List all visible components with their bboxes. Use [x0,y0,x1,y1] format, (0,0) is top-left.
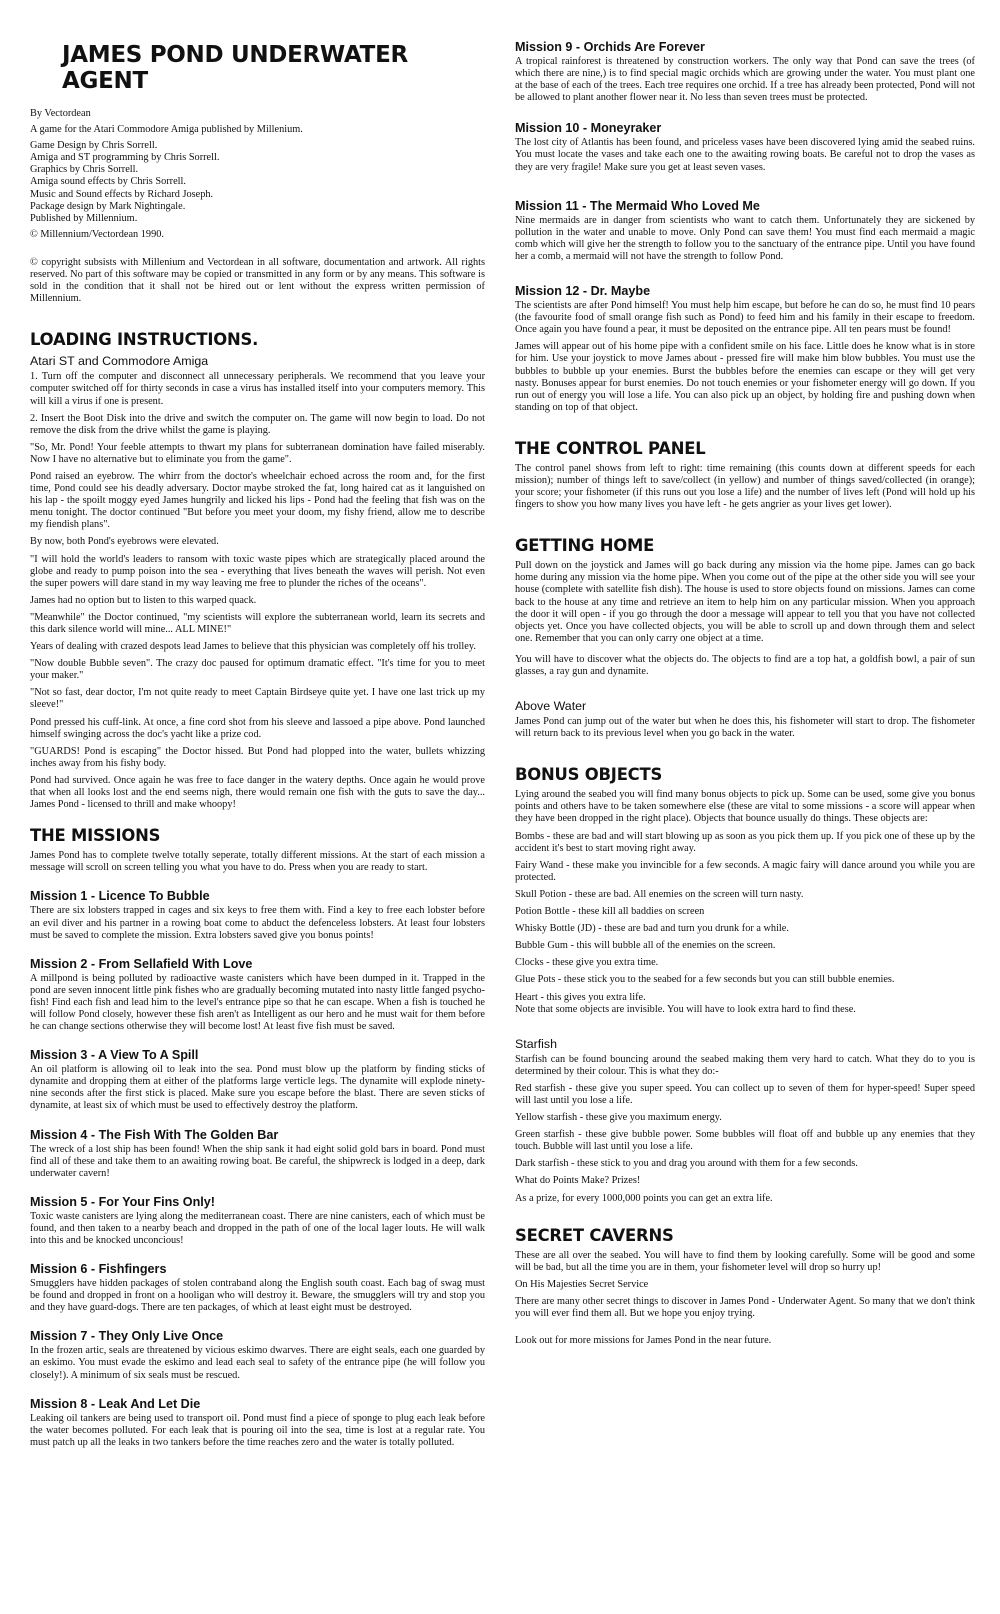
bonus-item: Whisky Bottle (JD) - these are bad and turn you drunk for a while. [515,923,789,935]
story-paragraph: "So, Mr. Pond! Your feeble attempts to thwart my plans for subterranean domination have failed miserably. Now I have no alternative but to eliminate you from the game". [30,441,485,465]
credit-line: Published by Millennium. [30,212,138,224]
mission-title: Mission 5 - For Your Fins Only! [30,1194,215,1209]
story-paragraph: "Now double Bubble seven". The crazy doc paused for optimum dramatic effect. "It's time for you to meet your maker." [30,658,485,682]
mission-title: Mission 7 - They Only Live Once [30,1329,224,1344]
mission-title: Mission 10 - Moneyraker [515,121,662,136]
secret-caverns-paragraph: There are many other secret things to discover in James Pond - Underwater Agent. So many that we don't think you will ever find them all. But we hope you enjoy trying. [515,1295,975,1319]
starfish-item: What do Points Make? Prizes! [515,1175,641,1187]
story-paragraph: James had no option but to listen to this warped quack. [30,594,257,606]
story-paragraph: Years of dealing with crazed despots lead James to believe that this physician was completely off his trolley. [30,641,476,653]
starfish-item: Yellow starfish - these give you maximum energy. [515,1112,722,1124]
mission-text: Leaking oil tankers are being used to transport oil. Pond must find a piece of sponge to plug each leak before the water becomes polluted. For each leak that is pouring oil into the sea, time is lost at a regular rate. You must patch up all the leaks in two tankers before the time reaches zero and the water is totally polluted. [30,1412,485,1448]
mission-title: Mission 6 - Fishfingers [30,1262,167,1277]
above-water-heading: Above Water [515,699,587,714]
bonus-item: Potion Bottle - these kill all baddies on screen [515,906,705,918]
secret-caverns-paragraph: On His Majesties Secret Service [515,1278,649,1290]
left-column [30,38,485,1448]
story-paragraph: "GUARDS! Pond is escaping" the Doctor hissed. But Pond had plopped into the water, bullets whizzing inches away from his fishy body. [30,745,485,769]
mission-text: Smugglers have hidden packages of stolen contraband along the English south coast. Each bag of swag must be found and dropped in front on a hooligan who will destroy it. Beware, the smugglers will try and stop you and they have guard-dogs. There are ten packages, of which at least eight must be destroyed. [30,1278,485,1314]
control-panel-text: The control panel shows from left to right: time remaining (this counts down at different speeds for each mission); number of things left to save/collect (in yellow) and number of things saved/collected (in orange); your score; your fishometer (if this runs out you lose a life) and the number of lives left (Pond will hold up his fingers to show you how many lives you have left - he gets angrier as your lives get lower). [515,462,975,511]
mission-text: Nine mermaids are in danger from scientists who want to catch them. Unfortunately they are sickened by pollution in the water and unable to move. Only Pond can save them! You must find each mermaid a magic comb which will give her the strength to follow you to the sanctuary of the entrance pipe. Until you have found her a comb, a mermaid will not have the strength to follow Pond. [515,214,975,262]
mission-title: Mission 3 - A View To A Spill [30,1048,199,1063]
mission-title: Mission 9 - Orchids Are Forever [515,40,705,54]
bonus-item: Glue Pots - these stick you to the seabed for a few seconds but you can still bubble enemies. [515,974,895,986]
mission-title: Mission 4 - The Fish With The Golden Bar [30,1127,279,1142]
mission-text: A millpond is being polluted by radioactive waste canisters which have been dumped in it. Trapped in the pond are seven innocent little pink fishes who are gradually becoming mutated into nasty little fanged psycho-fish! Find each fish and lead him to the level's entrance pipe so that he can escape. When a fish is touched he will follow Pond closely, however these fish aren't as Intelligent as our hero and he must wait for them before he can change sections otherwise they will become lost! At least five fish must be saved. [30,972,485,1033]
mission-title: Mission 1 - Licence To Bubble [30,889,210,904]
getting-home-paragraph: You will have to discover what the objects do. The objects to find are a top hat, a goldfish bowl, a pair of sun glasses, a ray gun and dynamite. [515,653,975,677]
bonus-item: Clocks - these give you extra time. [515,957,659,969]
starfish-intro: Starfish can be found bouncing around the seabed making them very hard to catch. What they do to you is determined by their colour. This is what they do:- [515,1053,975,1077]
mission-text: The wreck of a lost ship has been found! When the ship sank it had eight solid gold bars in board. Pond must find all of these and take them to an awaiting rowing boat. Be careful, the shipwreck is lodged in a deep, dark underwater cavern! [30,1143,485,1179]
credit-line: Package design by Mark Nightingale. [30,200,186,212]
credit-line: By Vectordean [30,108,91,119]
bonus-item: Skull Potion - these are bad. All enemies on the screen will turn nasty. [515,888,804,900]
getting-home-paragraph: Pull down on the joystick and James will go back during any mission via the home pipe. James can go back home during any mission via the home pipe. When you come out of the pipe at the other side you will see your house (complete with satellite fish dish). The house is used to store objects found on missions. James can come back to the house at any time and retrieve an item to help him on any particular mission. When you approach the door it will open - if you go through the door a message will appear to tell you that you have not collected objects yet. Once you have collected objects, you will be able to scroll up and down through them and select one. Remember that you can only carry one object at a time. [515,560,975,644]
bonus-intro: Lying around the seabed you will find many bonus objects to pick up. Some can be used, some give you bonus points and others have to be taken somewhere else (these are vital to some missions - a score will appear when they have been dropped in the right place). Objects that bounce usually do things. These objects are: [515,789,975,825]
getting-home-heading: GETTING HOME [515,536,655,556]
bonus-note: Note that some objects are invisible. You will have to look extra hard to find these. [515,1003,856,1015]
story-paragraph: Pond pressed his cuff-link. At once, a fine cord shot from his sleeve and lassoed a pipe above. Pond launched himself swinging across the doc's yacht like a prize cod. [30,716,485,740]
mission-text: Toxic waste canisters are lying along the mediterranean coast. There are nine canisters, each of which must be found, and then taken to a nearby beach and dropped in the path of one of the local lager louts. He will walk into this and be knocked unconcious! [30,1210,485,1246]
loading-heading: LOADING INSTRUCTIONS. [30,330,259,350]
secret-caverns-paragraph: These are all over the seabed. You will have to find them by looking carefully. Some will be good and some will be bad, but all the time you are in them, your fishometer level will drop so hurry up! [515,1249,975,1273]
credit-line: Game Design by Chris Sorrell. [30,140,158,152]
above-water-text: James Pond can jump out of the water but when he does this, his fishometer will start to drop. The fishometer will return back to its previous level when you go back in the water. [515,716,975,740]
credit-line: Amiga and ST programming by Chris Sorrell. [30,152,220,164]
starfish-heading: Starfish [515,1036,558,1051]
loading-paragraph: 2. Insert the Boot Disk into the drive and switch the computer on. The game will now begin to load. Do not remove the disk from the drive whilst the game is playing. [30,412,485,436]
mission-title: Mission 2 - From Sellafield With Love [30,956,253,971]
mission-text: A tropical rainforest is threatened by construction workers. The only way that Pond can save the trees (of which there are nine,) is to find special magic orchids which are growing under the water. You must plant one at the base of each of the trees. Each tree requires one orchid. If a tree has already been protected, Pond will not be allowed to plant another flower near it. No less than seven trees must be protected. [515,56,976,104]
loading-paragraph: 1. Turn off the computer and disconnect all unnecessary peripherals. We recommend that you leave your computer switched off for thirty seconds in case a virus has installed itself into your computers memory. This will kill a virus if one is present. [30,371,485,407]
credit-line: © Millennium/Vectordean 1990. [30,228,164,240]
starfish-item: Green starfish - these give bubble power. Some bubbles will float off and bubble up any enemies that they touch. Bubble will last until you lose a life. [515,1129,975,1153]
mission-text: In the frozen artic, seals are threatened by vicious eskimo dwarves. There are eight seals, each one guarded by an eskimo. You must evade the eskimo and lead each seal to safety of the entrance pipe (he will follow you closely!). A minimum of six seals must be rescued. [30,1345,485,1381]
controls-paragraph: James will appear out of his home pipe with a confident smile on his face. Little does he know what is in store for him. Use your joystick to move James about - pressed fire will make him blow bubbles. You must use the bubbles to bubble up your enemies. Burst the bubbles before the enemies can escape or they will get very nasty. Bonuses appear for burst enemies. Do not touch enemies or your fishometer energy will go down. If you run out of energy you will lose a life. You can also pick up an object, by holding fire and pushing down when standing on top of that object. [515,341,975,413]
story-paragraph: Pond raised an eyebrow. The whirr from the doctor's wheelchair echoed across the room and, for the first time, Pond could see his deadly adversary. Doctor maybe stroked the fat, long haired cat as it languished on his lap - the spoilt moggy eyed James hungrily and licked his lips - Pond had the feeling that fish was on the menu tonight. The doctor continued "But before you meet your doom, my fishy friend, allow me to describe my fiendish plans". [30,470,485,531]
closing-line: Look out for more missions for James Pond in the near future. [515,1335,772,1347]
credit-line: Amiga sound effects by Chris Sorrell. [30,176,186,188]
mission-text: An oil platform is allowing oil to leak into the sea. Pond must blow up the platform by finding sticks of dynamite and dropping them at either of the platforms large verticle legs. The dynamite will explode ninety-nine seconds after the first stick is placed. Make sure you escape before the blast. There are seven sticks of dynamite, at least six of which must be used to effectively destroy the platform. [30,1064,485,1112]
right-column [515,40,975,1352]
credit-line: A game for the Atari Commodore Amiga published by Millenium. [30,124,303,136]
story-paragraph: By now, both Pond's eyebrows were elevated. [30,536,219,548]
story-paragraph: "Not so fast, dear doctor, I'm not quite ready to meet Captain Birdseye quite yet. I have one last trick up my sleeve!" [30,687,485,711]
starfish-item: As a prize, for every 1000,000 points you can get an extra life. [515,1192,773,1204]
credit-line: Graphics by Chris Sorrell. [30,164,139,176]
missions-intro: James Pond has to complete twelve totally seperate, totally different missions. At the start of each mission a message will scroll on screen telling you what you have to do. Press when you are ready to start. [30,850,485,874]
story-paragraph: "Meanwhile" the Doctor continued, "my scientists will explore the subterranean world, learn its secrets and this dark silence world will mine... ALL MINE!" [30,611,485,635]
mission-title: Mission 12 - Dr. Maybe [515,284,651,299]
starfish-item: Red starfish - these give you super speed. You can collect up to seven of them for hyper-speed! Super speed will last until you lose a life. [515,1082,975,1106]
bonus-item: Fairy Wand - these make you invincible for a few seconds. A magic fairy will dance around you while you are protected. [515,859,975,883]
secret-caverns-heading: SECRET CAVERNS [515,1225,674,1245]
copyright-notice: © copyright subsists with Millenium and Vectordean in all software, documentation and artwork. All rights reserved. No part of this software may be copied or transmitted in any form or by any means. This software is sold in the condition that it shall not be hired out or lent without the express written permission of Millennium. [30,256,485,305]
control-panel-heading: THE CONTROL PANEL [515,438,706,458]
page-title: JAMES POND UNDERWATER AGENT [62,42,408,94]
starfish-item: Dark starfish - these stick to you and drag you around with them for a few seconds. [515,1158,858,1170]
bonus-item: Bubble Gum - this will bubble all of the enemies on the screen. [515,940,776,952]
mission-title: Mission 11 - The Mermaid Who Loved Me [515,198,760,213]
mission-title: Mission 8 - Leak And Let Die [30,1396,201,1411]
credits-block [30,108,485,241]
bonus-item: Heart - this gives you extra life. [515,991,646,1003]
bonus-item: Bombs - these are bad and will start blowing up as soon as you pick them up. If you pick one of these up by the accident it's best to start moving right away. [515,830,975,854]
mission-text: There are six lobsters trapped in cages and six keys to free them with. Find a key to free each lobster before an evil diver and his partner in a rowing boat come to abduct the defenceless lobsters. At least four lobsters must be saved to complete the mission. Extra lobsters saved give you bonus points! [30,905,485,941]
story-paragraph: Pond had survived. Once again he was free to face danger in the watery depths. Once again he would prove that when all looks lost and the end seems nigh, there would remain one fish with the guts to save the day... James Pond - licensed to thrill and make whoopy! [30,774,485,811]
credit-line: Music and Sound effects by Richard Joseph. [30,188,214,200]
mission-text: The lost city of Atlantis has been found, and priceless vases have been discovered lying amid the seabed ruins. You must locate the vases and take each one to the awaiting rowing boats. Be careful not to drop the vases as they are very fragile! Make sure you get at least seven vases. [515,137,975,173]
story-paragraph: "I will hold the world's leaders to ransom with toxic waste pipes which are strategically placed around the globe and ready to pump poison into the sea - everything that lives beneath the waves will perish. Not even the super powers will dare stand in my way leaving me free to plunder the riches of the oceans". [30,553,485,589]
mission-text: The scientists are after Pond himself! You must help him escape, but before he can do so, he must find 10 pears (the favourite food of small orange fish such as Pond) to feed him and his family in their escape to freedom. Once again you have found a pear, it must be deposited on the entrance pipe. All ten pears must be found! [515,300,975,336]
missions-heading: THE MISSIONS [30,826,161,846]
bonus-objects-heading: BONUS OBJECTS [515,765,663,785]
loading-subheading: Atari ST and Commodore Amiga [30,354,209,369]
